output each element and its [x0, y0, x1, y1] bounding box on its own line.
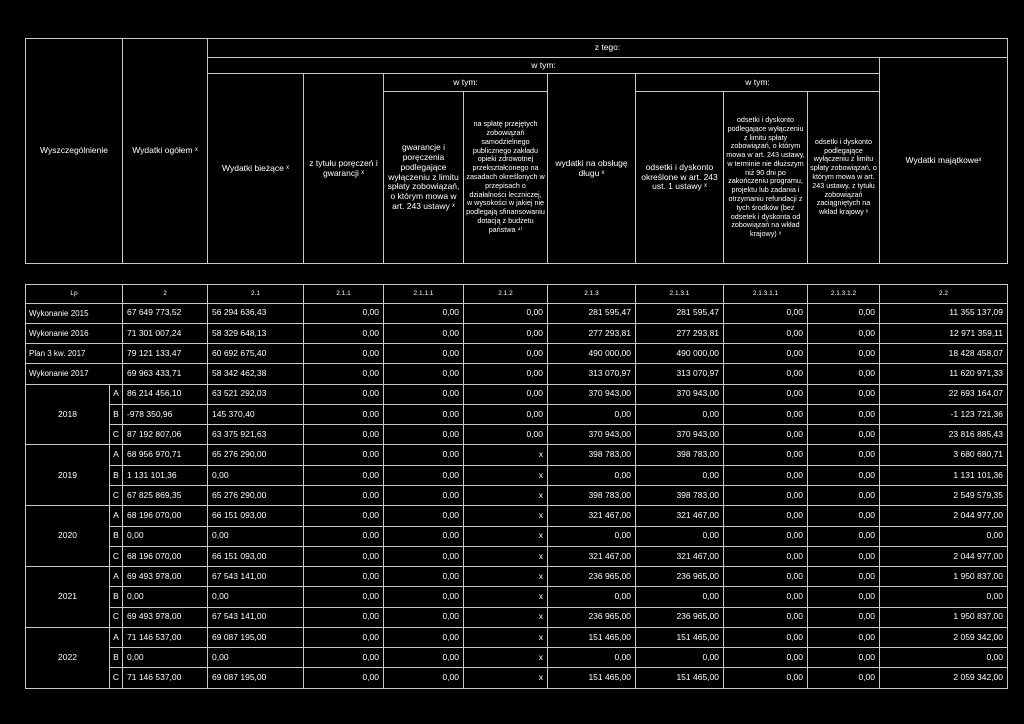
header-w-tym-2: w tym: [384, 74, 548, 91]
value-cell: 0,00 [384, 607, 464, 627]
value-cell: 11 355 137,09 [880, 303, 1008, 323]
value-cell: 1 131 101,36 [880, 465, 1008, 485]
variant-label: C [110, 607, 123, 627]
value-cell: x [464, 607, 548, 627]
year-label: 2018 [26, 384, 110, 445]
value-cell: 0,00 [384, 323, 464, 343]
value-cell: 151 465,00 [636, 668, 724, 689]
table-row [26, 364, 1008, 384]
value-cell: 321 467,00 [636, 506, 724, 526]
value-cell: 0,00 [808, 344, 880, 364]
value-cell: 0,00 [384, 364, 464, 384]
value-cell: 0,00 [464, 404, 548, 424]
value-cell: 71 146 537,00 [123, 668, 208, 689]
value-cell: 71 301 007,24 [123, 323, 208, 343]
value-cell: 67 543 141,00 [208, 567, 304, 587]
value-cell: 370 943,00 [548, 384, 636, 404]
value-cell: 0,00 [208, 465, 304, 485]
value-cell: 0,00 [464, 303, 548, 323]
table-row [26, 323, 1008, 343]
value-cell: 0,00 [808, 627, 880, 647]
value-cell: 18 428 458,07 [880, 344, 1008, 364]
value-cell: 0,00 [724, 546, 808, 566]
value-cell: 151 465,00 [636, 627, 724, 647]
value-cell: 313 070,97 [636, 364, 724, 384]
variant-label: C [110, 425, 123, 445]
value-cell: -978 350,96 [123, 404, 208, 424]
value-cell: 370 943,00 [636, 384, 724, 404]
value-cell: 0,00 [724, 364, 808, 384]
value-cell: 68 196 070,00 [123, 546, 208, 566]
value-cell: 0,00 [384, 567, 464, 587]
value-cell: 0,00 [808, 384, 880, 404]
value-cell: 281 595,47 [548, 303, 636, 323]
value-cell: 68 956 970,71 [123, 445, 208, 465]
header-wydatki-biezace: Wydatki bieżące ˣ [208, 74, 304, 264]
header-wydatki-majatkowe: Wydatki majątkoweˣ [880, 58, 1008, 264]
value-cell: 67 649 773,52 [123, 303, 208, 323]
table-row [26, 546, 1008, 566]
header-z-tytulu-poreczen: z tytułu poręczeń i gwarancji ˣ [304, 74, 384, 264]
value-cell: 0,00 [808, 648, 880, 668]
value-cell: 86 214 456,10 [123, 384, 208, 404]
value-cell: x [464, 445, 548, 465]
col-number: 2.2 [880, 285, 1008, 303]
value-cell: 0,00 [548, 404, 636, 424]
value-cell: 12 971 359,11 [880, 323, 1008, 343]
value-cell: 0,00 [808, 323, 880, 343]
header-wydatki-ogolem: Wydatki ogółem ˣ [123, 39, 208, 264]
value-cell: 0,00 [808, 668, 880, 689]
value-cell: 22 693 164,07 [880, 384, 1008, 404]
col-number: 2.1.1.1 [384, 285, 464, 303]
value-cell: 2 044 977,00 [880, 546, 1008, 566]
value-cell: 68 196 070,00 [123, 506, 208, 526]
column-number-row [26, 285, 1008, 303]
value-cell: 370 943,00 [548, 425, 636, 445]
value-cell: 58 342 462,38 [208, 364, 304, 384]
value-cell: 0,00 [123, 648, 208, 668]
value-cell: 0,00 [384, 627, 464, 647]
value-cell: 0,00 [304, 607, 384, 627]
header-gwarancje: gwarancje i poręczenia podlegające wyłączeniu z limitu spłaty zobowiązań, o którym mowa w art. 243 ustawy ˣ [384, 91, 464, 263]
value-cell: 151 465,00 [548, 627, 636, 647]
value-cell: 0,00 [304, 384, 384, 404]
value-cell: 0,00 [384, 445, 464, 465]
value-cell: 0,00 [384, 486, 464, 506]
variant-label: C [110, 546, 123, 566]
value-cell: 321 467,00 [636, 546, 724, 566]
value-cell: 67 825 869,35 [123, 486, 208, 506]
value-cell: 151 465,00 [548, 668, 636, 689]
row-label: Wykonanie 2015 [26, 303, 123, 323]
year-label: 2022 [26, 627, 110, 688]
value-cell: x [464, 567, 548, 587]
value-cell: 0,00 [304, 445, 384, 465]
value-cell: 23 816 885,43 [880, 425, 1008, 445]
table-row [26, 648, 1008, 668]
value-cell: 0,00 [304, 303, 384, 323]
value-cell: 0,00 [636, 465, 724, 485]
value-cell: x [464, 648, 548, 668]
variant-label: A [110, 567, 123, 587]
table-row [26, 445, 1008, 465]
variant-label: B [110, 587, 123, 607]
col-number: 2.1.2 [464, 285, 548, 303]
value-cell: 398 783,00 [548, 445, 636, 465]
variant-label: A [110, 445, 123, 465]
value-cell: 0,00 [304, 567, 384, 587]
value-cell: 0,00 [808, 506, 880, 526]
row-label: Wykonanie 2017 [26, 364, 123, 384]
value-cell: 0,00 [724, 323, 808, 343]
header-w-tym-3: w tym: [636, 74, 880, 91]
value-cell: 2 059 342,00 [880, 627, 1008, 647]
value-cell: 0,00 [384, 587, 464, 607]
variant-label: C [110, 486, 123, 506]
table-row [26, 668, 1008, 689]
value-cell: 87 192 807,06 [123, 425, 208, 445]
table-row [26, 506, 1008, 526]
value-cell: 0,00 [880, 526, 1008, 546]
financial-table [25, 38, 1008, 689]
value-cell: 0,00 [724, 506, 808, 526]
header-z-tego: z tego: [208, 39, 1008, 58]
value-cell: 0,00 [304, 526, 384, 546]
value-cell: 0,00 [808, 303, 880, 323]
year-label: 2019 [26, 445, 110, 506]
value-cell: 0,00 [724, 344, 808, 364]
value-cell: 0,00 [808, 567, 880, 587]
value-cell: 0,00 [548, 465, 636, 485]
value-cell: 398 783,00 [548, 486, 636, 506]
header-odsetki-90: odsetki i dyskonto podlegające wyłączeniu z limitu spłaty zobowiązań, o którym mowa w art. 243 ustawy, w terminie nie dłuższym niż 90 dni po zakończeniu programu, projektu lub zadania i otrzymaniu refundacji z tych środków (bez odsetek i dyskonta od zobowiązań na wkład krajowy) ˣ [724, 91, 808, 263]
value-cell: 281 595,47 [636, 303, 724, 323]
value-cell: 0,00 [724, 465, 808, 485]
header-wyszczegolnienie: Wyszczególnienie [26, 39, 123, 264]
value-cell: 0,00 [384, 526, 464, 546]
value-cell: 277 293,81 [636, 323, 724, 343]
value-cell: 3 680 680,71 [880, 445, 1008, 465]
col-number: 2.1.3 [548, 285, 636, 303]
row-label: Plan 3 kw. 2017 [26, 344, 123, 364]
value-cell: 11 620 971,33 [880, 364, 1008, 384]
year-label: 2020 [26, 506, 110, 567]
value-cell: 0,00 [880, 648, 1008, 668]
variant-label: A [110, 384, 123, 404]
value-cell: 0,00 [304, 648, 384, 668]
table-row [26, 465, 1008, 485]
value-cell: 69 493 978,00 [123, 567, 208, 587]
table-row [26, 627, 1008, 647]
variant-label: A [110, 506, 123, 526]
value-cell: x [464, 627, 548, 647]
value-cell: 2 044 977,00 [880, 506, 1008, 526]
value-cell: 66 151 093,00 [208, 506, 304, 526]
value-cell: 0,00 [304, 587, 384, 607]
table-row [26, 344, 1008, 364]
table-row [26, 384, 1008, 404]
header-w-tym-1: w tym: [208, 58, 880, 74]
value-cell: 0,00 [208, 648, 304, 668]
col-number: 2.1.3.1.1 [724, 285, 808, 303]
header-odsetki-wklad: odsetki i dyskonto podlegające wyłączeniu z limitu spłaty zobowiązań, o którym mowa w art. 243 ustawy, z tytułu zobowiązań zaciągniętych na wkład krajowy ˣ [808, 91, 880, 263]
value-cell: 0,00 [724, 526, 808, 546]
value-cell: 0,00 [123, 587, 208, 607]
value-cell: 236 965,00 [636, 567, 724, 587]
value-cell: x [464, 486, 548, 506]
value-cell: 0,00 [808, 587, 880, 607]
value-cell: 67 543 141,00 [208, 607, 304, 627]
value-cell: 0,00 [724, 404, 808, 424]
value-cell: -1 123 721,36 [880, 404, 1008, 424]
value-cell: 63 375 921,63 [208, 425, 304, 445]
value-cell: 0,00 [636, 587, 724, 607]
value-cell: 2 549 579,35 [880, 486, 1008, 506]
row-label: Wykonanie 2016 [26, 323, 123, 343]
value-cell: 63 521 292,03 [208, 384, 304, 404]
value-cell: 0,00 [808, 445, 880, 465]
header-wydatki-obsluge: wydatki na obsługę długu ˣ [548, 74, 636, 264]
value-cell: 0,00 [724, 567, 808, 587]
value-cell: 370 943,00 [636, 425, 724, 445]
value-cell: 0,00 [384, 506, 464, 526]
value-cell: 0,00 [464, 364, 548, 384]
value-cell: 0,00 [808, 404, 880, 424]
value-cell: 65 276 290,00 [208, 486, 304, 506]
value-cell: 0,00 [304, 668, 384, 689]
value-cell: 69 087 195,00 [208, 668, 304, 689]
value-cell: 0,00 [548, 526, 636, 546]
value-cell: 69 963 433,71 [123, 364, 208, 384]
value-cell: 0,00 [808, 425, 880, 445]
value-cell: 0,00 [808, 607, 880, 627]
value-cell: 0,00 [384, 404, 464, 424]
value-cell: 0,00 [724, 384, 808, 404]
value-cell: 0,00 [384, 648, 464, 668]
value-cell: 0,00 [636, 648, 724, 668]
table-row [26, 425, 1008, 445]
value-cell: 0,00 [384, 465, 464, 485]
value-cell: x [464, 506, 548, 526]
col-number: 2.1 [208, 285, 304, 303]
value-cell: 0,00 [808, 526, 880, 546]
value-cell: 313 070,97 [548, 364, 636, 384]
col-number: 2 [123, 285, 208, 303]
value-cell: x [464, 546, 548, 566]
variant-label: B [110, 404, 123, 424]
value-cell: 0,00 [208, 526, 304, 546]
variant-label: B [110, 465, 123, 485]
value-cell: 0,00 [304, 404, 384, 424]
table-row [26, 567, 1008, 587]
value-cell: 0,00 [304, 344, 384, 364]
value-cell: 56 294 636,43 [208, 303, 304, 323]
value-cell: 0,00 [808, 465, 880, 485]
variant-label: A [110, 627, 123, 647]
value-cell: 0,00 [384, 546, 464, 566]
value-cell: 66 151 093,00 [208, 546, 304, 566]
value-cell: 0,00 [724, 303, 808, 323]
table-row [26, 607, 1008, 627]
table-row [26, 486, 1008, 506]
value-cell: 0,00 [304, 465, 384, 485]
value-cell: 0,00 [724, 425, 808, 445]
header-odsetki-243: odsetki i dyskonto określone w art. 243 ust. 1 ustawy ˣ [636, 91, 724, 263]
value-cell: 0,00 [304, 627, 384, 647]
col-number: Lp [26, 285, 123, 303]
value-cell: 0,00 [304, 506, 384, 526]
value-cell: 0,00 [123, 526, 208, 546]
value-cell: 321 467,00 [548, 506, 636, 526]
value-cell: 0,00 [548, 648, 636, 668]
col-number: 2.1.1 [304, 285, 384, 303]
value-cell: 145 370,40 [208, 404, 304, 424]
value-cell: 0,00 [384, 425, 464, 445]
value-cell: 0,00 [636, 526, 724, 546]
value-cell: 0,00 [548, 587, 636, 607]
value-cell: 1 950 837,00 [880, 567, 1008, 587]
value-cell: 236 965,00 [548, 607, 636, 627]
value-cell: 0,00 [724, 627, 808, 647]
value-cell: x [464, 587, 548, 607]
value-cell: 0,00 [724, 587, 808, 607]
value-cell: 0,00 [384, 668, 464, 689]
value-cell: x [464, 526, 548, 546]
value-cell: 0,00 [304, 546, 384, 566]
col-number: 2.1.3.1 [636, 285, 724, 303]
value-cell: 0,00 [384, 384, 464, 404]
value-cell: 58 329 648,13 [208, 323, 304, 343]
value-cell: 398 783,00 [636, 445, 724, 465]
value-cell: 65 276 290,00 [208, 445, 304, 465]
value-cell: 0,00 [880, 587, 1008, 607]
value-cell: 0,00 [724, 648, 808, 668]
value-cell: 236 965,00 [636, 607, 724, 627]
value-cell: x [464, 668, 548, 689]
value-cell: 69 493 978,00 [123, 607, 208, 627]
value-cell: 490 000,00 [636, 344, 724, 364]
value-cell: 0,00 [636, 404, 724, 424]
table-row [26, 404, 1008, 424]
value-cell: 0,00 [384, 344, 464, 364]
value-cell: 0,00 [724, 668, 808, 689]
value-cell: 277 293,81 [548, 323, 636, 343]
value-cell: 79 121 133,47 [123, 344, 208, 364]
value-cell: 0,00 [304, 323, 384, 343]
value-cell: 1 950 837,00 [880, 607, 1008, 627]
value-cell: 0,00 [464, 323, 548, 343]
value-cell: x [464, 465, 548, 485]
value-cell: 0,00 [384, 303, 464, 323]
value-cell: 0,00 [208, 587, 304, 607]
variant-label: B [110, 526, 123, 546]
value-cell: 0,00 [304, 364, 384, 384]
value-cell: 0,00 [464, 384, 548, 404]
value-cell: 0,00 [304, 486, 384, 506]
value-cell: 398 783,00 [636, 486, 724, 506]
value-cell: 0,00 [724, 445, 808, 465]
value-cell: 490 000,00 [548, 344, 636, 364]
value-cell: 0,00 [724, 607, 808, 627]
value-cell: 0,00 [724, 486, 808, 506]
value-cell: 2 059 342,00 [880, 668, 1008, 689]
value-cell: 71 146 537,00 [123, 627, 208, 647]
value-cell: 0,00 [464, 344, 548, 364]
table-row [26, 526, 1008, 546]
value-cell: 60 692 675,40 [208, 344, 304, 364]
value-cell: 0,00 [808, 486, 880, 506]
table-row [26, 303, 1008, 323]
table-row [26, 587, 1008, 607]
header-na-splate: na spłatę przejętych zobowiązań samodzielnego publicznego zakładu opieki zdrowotnej przekształconego na zasadach określonych w przepisach o działalności leczniczej, w wysokości w jakiej nie podlegają sfinansowaniu dotacją z budżetu państwa ⁴⁾ [464, 91, 548, 263]
value-cell: 236 965,00 [548, 567, 636, 587]
value-cell: 0,00 [808, 364, 880, 384]
value-cell: 0,00 [808, 546, 880, 566]
variant-label: B [110, 648, 123, 668]
value-cell: 69 087 195,00 [208, 627, 304, 647]
year-label: 2021 [26, 567, 110, 628]
variant-label: C [110, 668, 123, 689]
value-cell: 0,00 [304, 425, 384, 445]
col-number: 2.1.3.1.2 [808, 285, 880, 303]
value-cell: 0,00 [464, 425, 548, 445]
value-cell: 321 467,00 [548, 546, 636, 566]
value-cell: 1 131 101,36 [123, 465, 208, 485]
